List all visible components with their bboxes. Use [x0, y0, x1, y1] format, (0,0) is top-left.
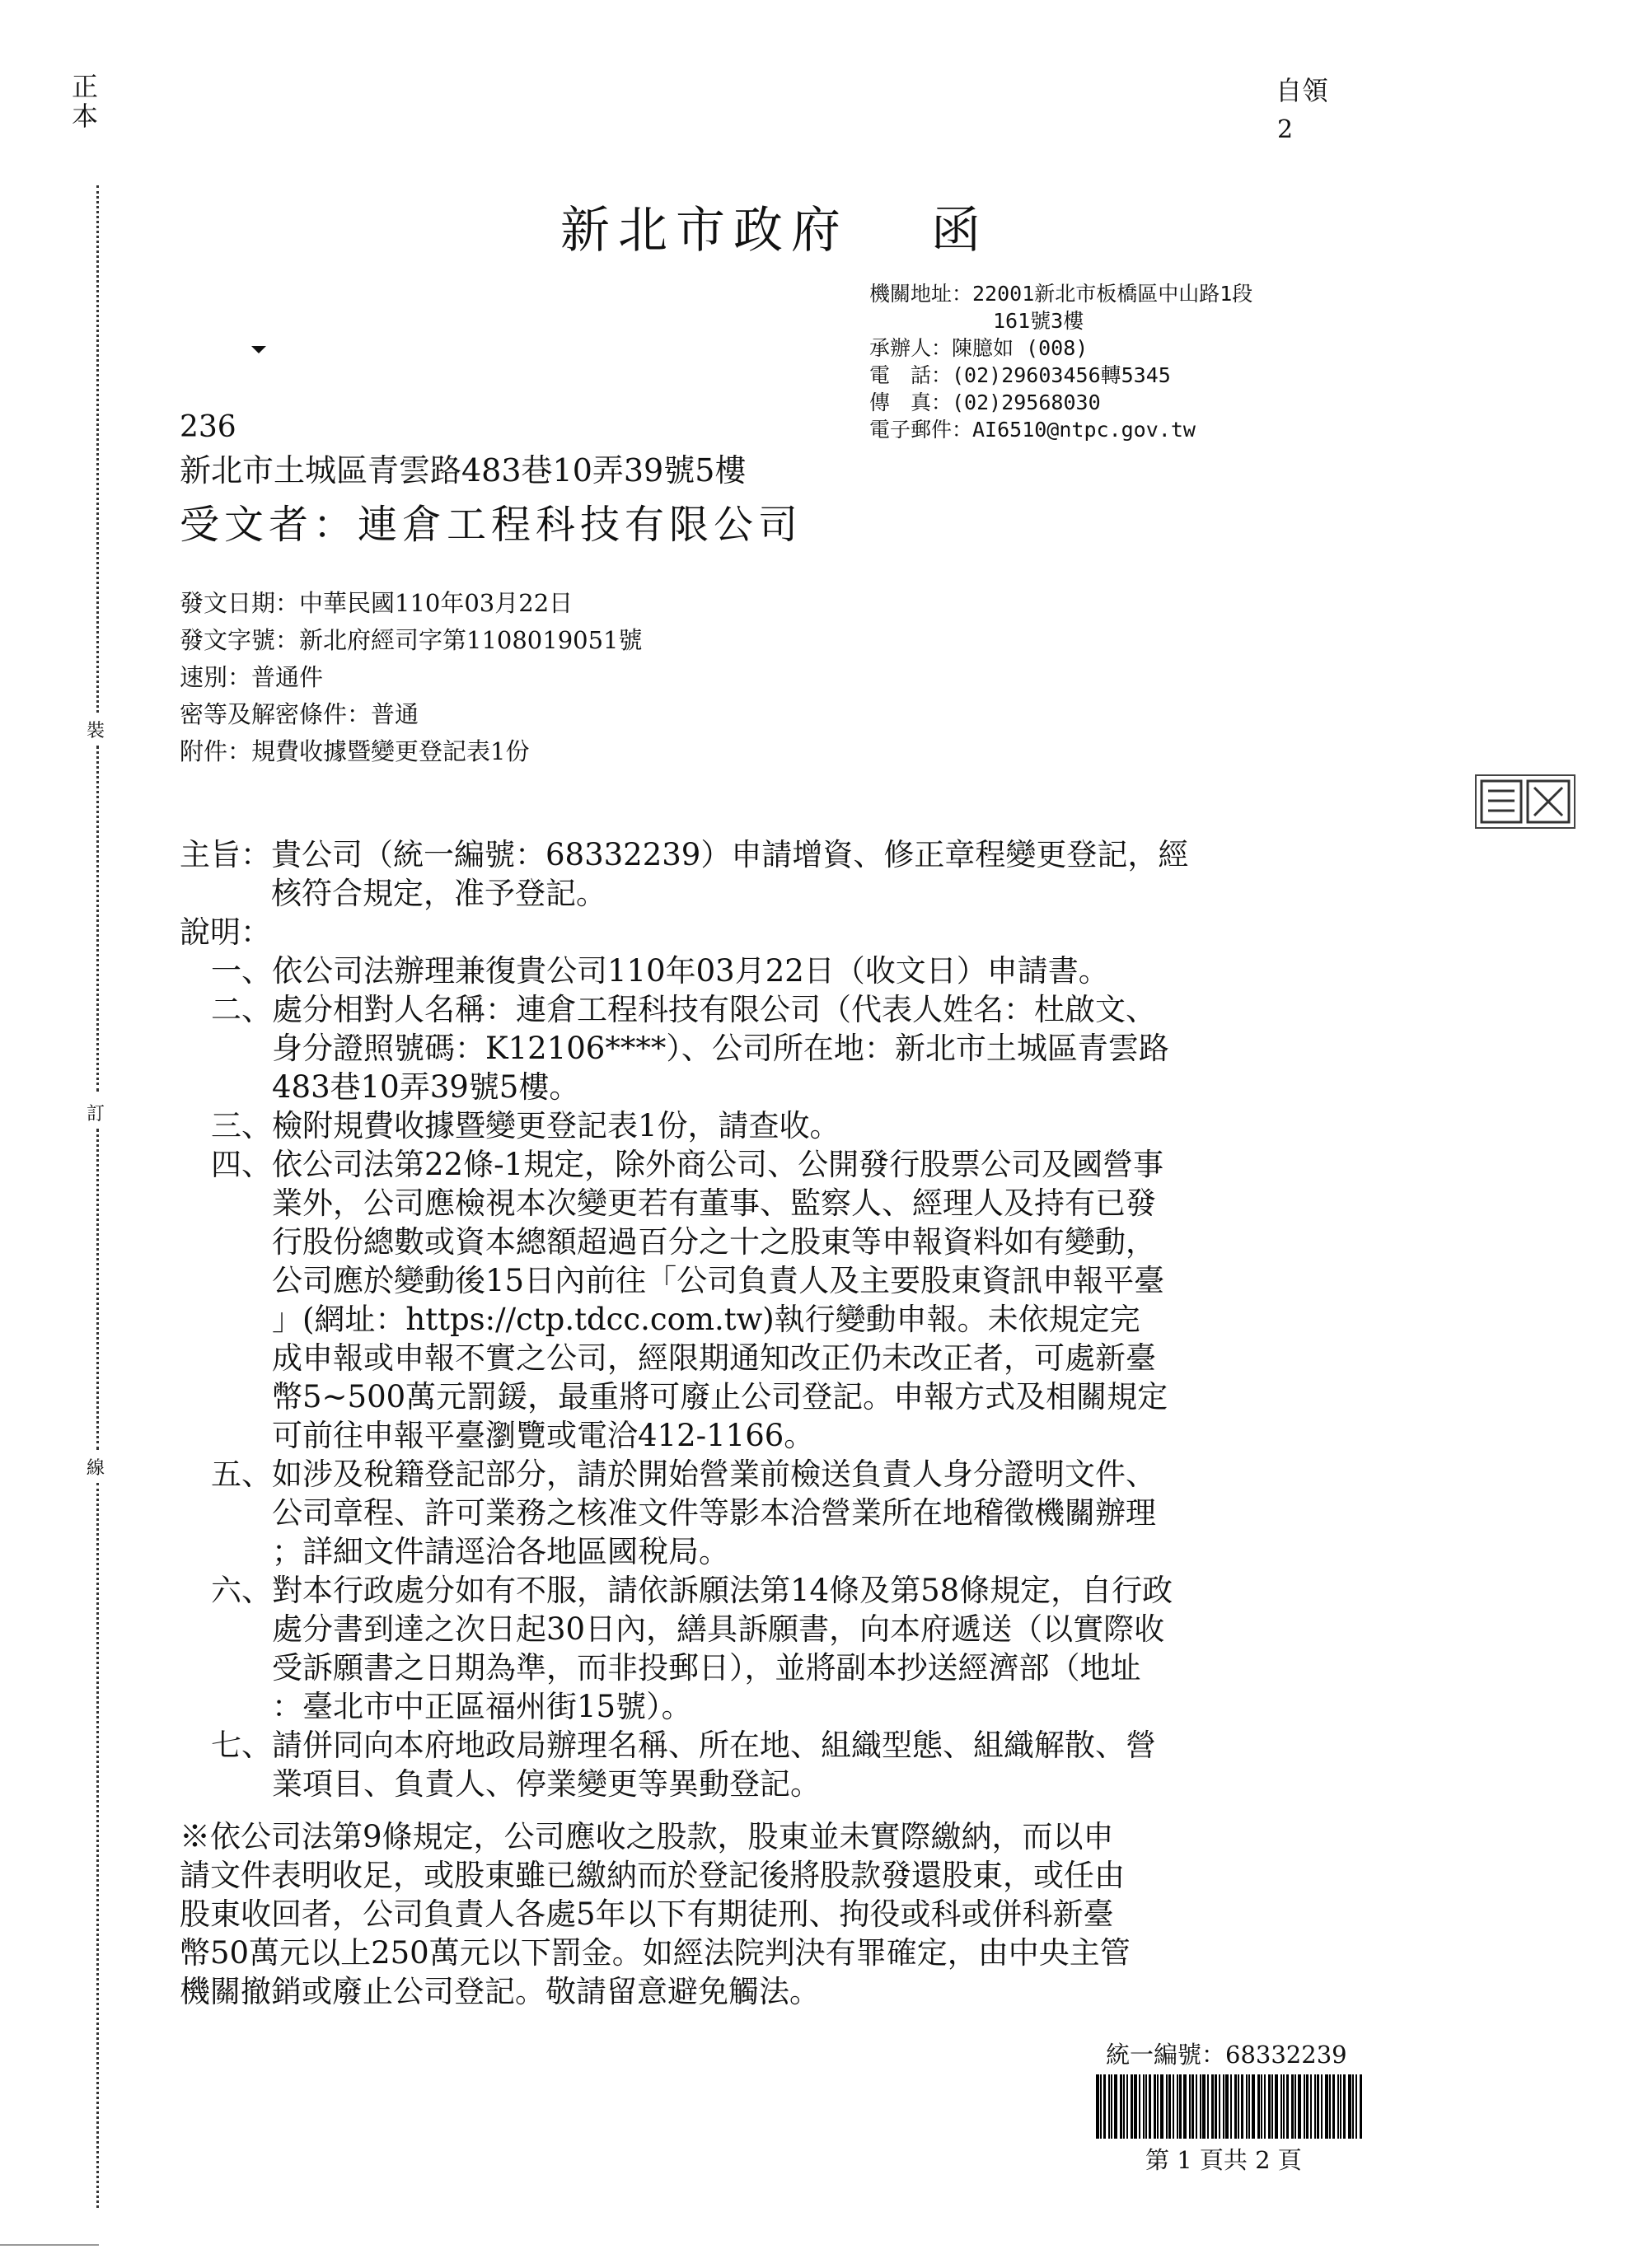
explanation-section: [180, 913, 1432, 1803]
barcode-bar: [1114, 2074, 1117, 2139]
barcode-bar: [1225, 2074, 1229, 2139]
explanation-item: [211, 1455, 1432, 1571]
barcode-bar: [1310, 2074, 1312, 2139]
explanation-label: 說明：: [180, 914, 271, 950]
item-line: 可前往申報平臺瀏覽或電洽412-1166。: [272, 1418, 815, 1453]
item-line: 業外，公司應檢視本次變更若有董事、監察人、經理人及持有已發: [272, 1185, 1156, 1221]
item-line: 對本行政處分如有不服，請依訴願法第14條及第58條規定，自行政: [272, 1573, 1173, 1608]
item-line: 依公司法辦理兼復貴公司110年03月22日（收文日）申請書。: [272, 953, 1109, 989]
postal-code: 236: [180, 410, 236, 444]
item-number: 七、: [211, 1728, 272, 1763]
barcode-bar: [1230, 2074, 1232, 2139]
agency-info: [869, 280, 1252, 443]
explanation-item: [211, 1106, 1432, 1145]
barcode-bar: [1111, 2074, 1112, 2139]
barcode-bar: [1154, 2074, 1156, 2139]
barcode-bar: [1337, 2074, 1339, 2139]
barcode-bar: [1360, 2074, 1362, 2139]
classification: 密等及解密條件：普通: [180, 700, 419, 728]
barcode-bar: [1252, 2074, 1255, 2139]
explanation-item: [211, 1726, 1432, 1803]
barcode-bar: [1207, 2074, 1209, 2139]
barcode-bar: [1103, 2074, 1106, 2139]
barcode-bar: [1215, 2074, 1217, 2139]
agency-address: 機關地址：22001新北市板橋區中山路1段: [869, 282, 1253, 306]
item-line: 公司應於變動後15日內前往「公司負責人及主要股東資訊申報平臺: [272, 1263, 1165, 1298]
binding-line-lower: [96, 1129, 99, 1450]
barcode-bar: [1143, 2074, 1145, 2139]
barcode-bar: [1283, 2074, 1285, 2139]
item-number: 六、: [211, 1573, 272, 1608]
binding-line-mid: [96, 746, 99, 1092]
barcode-bar: [1352, 2074, 1354, 2139]
doc-type: 函: [931, 202, 989, 260]
barcode-bar: [1248, 2074, 1250, 2139]
barcode-bar: [1202, 2074, 1206, 2139]
barcode-bar: [1241, 2074, 1243, 2139]
delivery-speed: 速別：普通件: [180, 663, 324, 691]
item-line: 處分相對人名稱：連倉工程科技有限公司（代表人姓名：杜啟文、: [272, 992, 1156, 1027]
barcode-bar: [1120, 2074, 1122, 2139]
barcode-bar: [1149, 2074, 1151, 2139]
barcode-bar: [1295, 2074, 1296, 2139]
barcode-bar: [1261, 2074, 1262, 2139]
barcode-bar: [1100, 2074, 1102, 2139]
notice-line: 請文件表明收足，或股東雖已繳納而於登記後將股款發還股東，或任由: [180, 1858, 1125, 1893]
barcode-bar: [1291, 2074, 1294, 2139]
item-line: 公司章程、許可業務之核准文件等影本洽營業所在地稽徵機關辦理: [272, 1495, 1156, 1531]
item-number: 四、: [211, 1147, 272, 1182]
reference-number: 發文字號：新北府經司字第1108019051號: [180, 626, 643, 654]
barcode-bar: [1173, 2074, 1174, 2139]
item-line: 幣5~500萬元罰鍰，最重將可廢止公司登記。申報方式及相關規定: [272, 1379, 1168, 1415]
barcode-bar: [1238, 2074, 1239, 2139]
bottom-rule: [0, 2244, 99, 2246]
pickup-mark: 自領: [1276, 75, 1329, 106]
item-number: 三、: [211, 1108, 272, 1143]
notice-line: ※依公司法第9條規定，公司應收之股款，股東並未實際繳納，而以申: [180, 1819, 1114, 1854]
legal-notice: [180, 1817, 1432, 2011]
item-number: 一、: [211, 953, 272, 989]
item-line: 受訴願書之日期為準，而非投郵日），並將副本抄送經濟部（地址: [272, 1650, 1141, 1686]
subject-label: 主旨：: [180, 837, 271, 872]
binding-line-top: [96, 185, 99, 713]
barcode-bar: [1298, 2074, 1301, 2139]
barcode-bar: [1257, 2074, 1260, 2139]
email: 電子郵件：AI6510@ntpc.gov.tw: [869, 418, 1196, 442]
item-line: ；詳細文件請逕洽各地區國稅局。: [272, 1534, 729, 1569]
explanation-item: [211, 990, 1432, 1106]
notice-line: 幣50萬元以上250萬元以下罰金。如經法院判決有罪確定，由中央主管: [180, 1935, 1131, 1971]
explanation-item: [211, 1571, 1432, 1726]
phone: 電 話：(02)29603456轉5345: [869, 363, 1171, 387]
binding-mark-xian: 線: [87, 1458, 105, 1479]
barcode-bar: [1234, 2074, 1237, 2139]
barcode-bar: [1286, 2074, 1289, 2139]
copy-number: 2: [1277, 115, 1294, 144]
barcode-bar: [1340, 2074, 1341, 2139]
item-line: ：臺北市中正區福州街15號）。: [272, 1689, 692, 1724]
copy-type-mark: 正本: [68, 72, 99, 132]
barcode-bar: [1271, 2074, 1273, 2139]
item-number: 五、: [211, 1457, 272, 1492]
barcode-bar: [1314, 2074, 1316, 2139]
recipient-name: 受文者：連倉工程科技有限公司: [180, 502, 803, 548]
item-line: 身分證照號碼：K12106****）、公司所在地：新北市土城區青雲路: [272, 1031, 1169, 1066]
barcode-bar: [1343, 2074, 1346, 2139]
explanation-item: [211, 1145, 1432, 1455]
barcode-bar: [1189, 2074, 1191, 2139]
item-number: 二、: [211, 992, 272, 1027]
item-line: 如涉及稅籍登記部分，請於開始營業前檢送負責人身分證明文件、: [272, 1457, 1156, 1492]
explanation-item: [211, 952, 1432, 990]
barcode-bar: [1139, 2074, 1140, 2139]
barcode-bar: [1168, 2074, 1171, 2139]
barcode-bar: [1183, 2074, 1187, 2139]
barcode-bar: [1145, 2074, 1147, 2139]
notice-line: 股東收回者，公司負責人各處5年以下有期徒刑、拘役或科或併科新臺: [180, 1896, 1114, 1932]
barcode-bar: [1219, 2074, 1220, 2139]
agency-address-cont: 161號3樓: [993, 309, 1084, 333]
binding-line-bottom: [96, 1483, 99, 2208]
item-line: 請併同向本府地政局辦理名稱、所在地、組織型態、組織解散、營: [272, 1728, 1156, 1763]
binding-mark-zhuang: 裝: [87, 721, 105, 741]
barcode: [1096, 2074, 1368, 2139]
agency-name: 新北市政府: [560, 202, 849, 260]
barcode-bar: [1264, 2074, 1266, 2139]
document-title: [560, 191, 989, 262]
barcode-bar: [1157, 2074, 1159, 2139]
barcode-bar: [1131, 2074, 1133, 2139]
subject-line: 核符合規定，准予登記。: [271, 876, 606, 911]
barcode-bar: [1355, 2074, 1357, 2139]
barcode-bar: [1192, 2074, 1194, 2139]
barcode-bar: [1329, 2074, 1331, 2139]
barcode-bar: [1268, 2074, 1271, 2139]
barcode-bar: [1332, 2074, 1335, 2139]
item-line: 處分書到達之次日起30日內，繕具訴願書，向本府遞送（以實際收: [272, 1611, 1165, 1647]
barcode-bar: [1275, 2074, 1278, 2139]
item-line: 」(網址：https://ctp.tdcc.com.tw)執行變動申報。未依規定完: [272, 1302, 1140, 1337]
barcode-bar: [1126, 2074, 1128, 2139]
barcode-bar: [1306, 2074, 1309, 2139]
footer-tax-id: 統一編號：68332239: [1106, 2041, 1347, 2069]
barcode-bar: [1246, 2074, 1248, 2139]
barcode-bar: [1304, 2074, 1305, 2139]
binding-mark-ding: 訂: [87, 1104, 105, 1125]
barcode-bar: [1108, 2074, 1110, 2139]
explanation-items: [180, 952, 1432, 1803]
barcode-bar: [1200, 2074, 1201, 2139]
item-line: 依公司法第22條-1規定，除外商公司、公開發行股票公司及國營事: [272, 1147, 1164, 1182]
barcode-bar: [1166, 2074, 1168, 2139]
attachment: 附件：規費收據暨變更登記表1份: [180, 737, 530, 765]
item-line: 檢附規費收據暨變更登記表1份，請查收。: [272, 1108, 840, 1143]
page-number: 第 1 頁共 2 頁: [1145, 2146, 1302, 2174]
barcode-bar: [1348, 2074, 1351, 2139]
barcode-bar: [1223, 2074, 1224, 2139]
barcode-bar: [1280, 2074, 1282, 2139]
item-line: 成申報或申報不實之公司，經限期通知改正仍未改正者，可處新臺: [272, 1340, 1156, 1376]
barcode-bar: [1123, 2074, 1125, 2139]
scan-arrow-mark: [251, 346, 266, 353]
issue-date: 發文日期：中華民國110年03月22日: [180, 589, 574, 617]
barcode-bar: [1321, 2074, 1323, 2139]
barcode-bar: [1325, 2074, 1328, 2139]
item-line: 483巷10弄39號5樓。: [272, 1069, 580, 1105]
recipient-address: 新北市土城區青雲路483巷10弄39號5樓: [180, 452, 747, 489]
item-line: 業項目、負責人、停業變更等異動登記。: [272, 1766, 821, 1802]
barcode-bar: [1211, 2074, 1214, 2139]
contact-person: 承辦人：陳臆如 (008): [869, 336, 1089, 360]
document-meta: [180, 585, 643, 770]
notice-line: 機關撤銷或廢止公司登記。敬請留意避免觸法。: [180, 1974, 820, 2009]
item-line: 行股份總數或資本總額超過百分之十之股東等申報資料如有變動，: [272, 1224, 1156, 1260]
barcode-bar: [1160, 2074, 1163, 2139]
barcode-bar: [1177, 2074, 1178, 2139]
barcode-bar: [1317, 2074, 1319, 2139]
barcode-bar: [1096, 2074, 1099, 2139]
barcode-bar: [1196, 2074, 1197, 2139]
subject-section: [180, 835, 1432, 913]
barcode-bar: [1134, 2074, 1137, 2139]
seal-stamp: [1475, 774, 1575, 829]
barcode-bar: [1179, 2074, 1182, 2139]
fax: 傳 真：(02)29568030: [869, 390, 1101, 414]
subject-line: 貴公司（統一編號：68332239）申請增資、修正章程變更登記，經: [271, 837, 1189, 872]
